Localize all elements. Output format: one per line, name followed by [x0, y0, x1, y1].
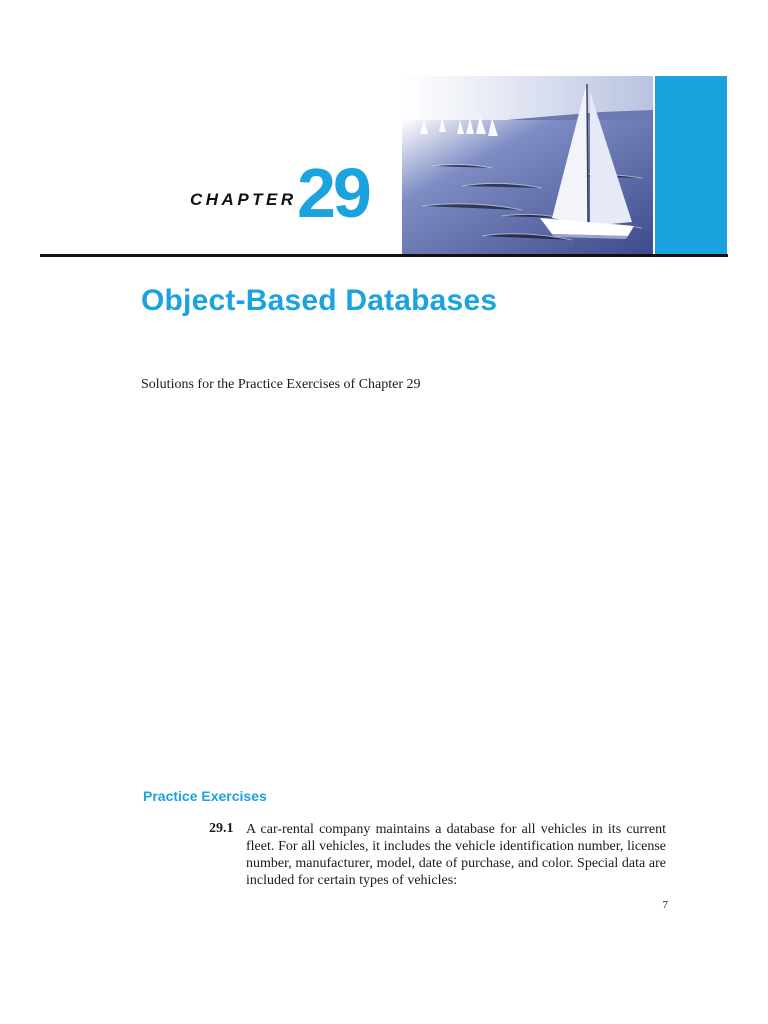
sailboat-photo: [402, 76, 653, 254]
page-number: 7: [662, 899, 668, 911]
exercise-number: 29.1: [209, 821, 234, 836]
chapter-number: 29: [297, 154, 369, 232]
sailboat-illustration: [402, 76, 653, 254]
section-heading: Practice Exercises: [143, 788, 267, 804]
chapter-accent-block: [655, 76, 727, 254]
intro-text: Solutions for the Practice Exercises of Chapter 29: [141, 377, 421, 392]
page-title: Object-Based Databases: [141, 284, 498, 317]
exercise-text: A car-rental company maintains a database for all vehicles in its current fleet. For all vehicles, it includes the vehicle identification number, license number, manufacturer, model, date of purchase, and color. Special data are included for certain types of vehicles:: [246, 822, 666, 888]
header-rule: [40, 254, 728, 257]
chapter-label: CHAPTER: [190, 190, 297, 209]
